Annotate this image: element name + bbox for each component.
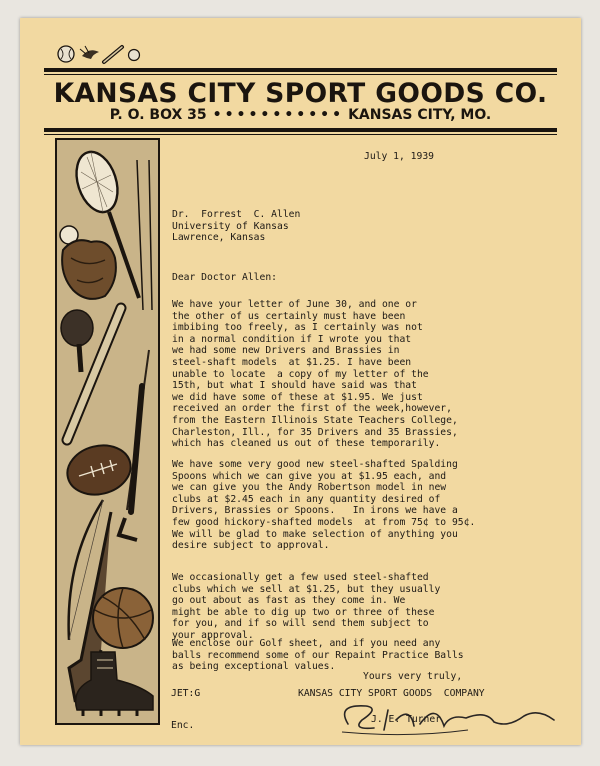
body-line: We have some very good new steel-shafted Spalding: [172, 459, 458, 470]
body-line: we can give you the Andy Robertson model in new: [172, 482, 447, 494]
letter-date: July 1, 1939: [364, 151, 434, 162]
body-line: 15th, but what I should have said was that: [172, 380, 417, 392]
city: KANSAS CITY, MO.: [348, 107, 492, 123]
sporting-goods-border: [55, 138, 160, 725]
body-line: Spoons which we can give you at $1.95 each, and: [172, 470, 447, 482]
body-line: received an order the first of the week,however,: [172, 403, 452, 415]
body-line: few good hickory-shafted models at from 75¢ to 95¢.: [172, 516, 476, 528]
company-address: [20, 107, 581, 123]
letterhead-bottom-rule: [44, 128, 557, 132]
body-line: balls recommend some of our Repaint Practice Balls: [172, 649, 464, 661]
po-box: P. O. BOX 35: [109, 107, 207, 123]
body-line: clubs which we sell at $1.25, but they usually: [172, 583, 441, 595]
handwritten-signature: [318, 696, 568, 740]
letterhead-icon-strip: [56, 42, 146, 66]
body-line: from the Eastern Illinois State Teachers College,: [172, 414, 458, 426]
body-line: We occasionally get a few used steel-shafted: [172, 572, 429, 583]
typist-initials: JET:G: [171, 688, 201, 699]
body-paragraph-3: [172, 572, 440, 642]
recipient-line: University of Kansas: [172, 220, 289, 232]
body-line: go out about as fast as they come in. We: [172, 595, 406, 607]
body-line: your approval.: [172, 629, 254, 641]
signer-name: J. E. Turner: [371, 714, 441, 725]
body-line: we did have some of these at $1.95. We just: [172, 391, 423, 403]
basketball-icon: [93, 588, 153, 648]
letterhead-top-thin-rule: [44, 74, 557, 75]
address-dots: •••••••••••: [212, 107, 345, 123]
body-line: We have your letter of June 30, and one or: [172, 299, 417, 310]
recipient-line: Lawrence, Kansas: [172, 232, 266, 244]
recipient-line: Dr. Forrest C. Allen: [172, 209, 301, 220]
body-line: desire subject to approval.: [172, 540, 330, 552]
body-paragraph-1: [172, 299, 458, 450]
body-line: as being exceptional values.: [172, 661, 336, 673]
body-line: Drivers, Brassies or Spoons. In irons we have a: [172, 505, 458, 517]
letterhead-bottom-thin-rule: [44, 134, 557, 135]
body-line: unable to locate a copy of my letter of the: [172, 368, 429, 380]
ball-icon: [129, 50, 140, 61]
company-name: KANSAS CITY SPORT GOODS CO.: [53, 78, 548, 109]
body-line: imbibing too freely, as I certainly was not: [172, 322, 423, 334]
salutation: Dear Doctor Allen:: [172, 272, 277, 283]
body-paragraph-2: [172, 459, 475, 552]
body-line: clubs at $2.45 each in any quantity desired of: [172, 493, 441, 505]
letterhead-top-rule: [44, 68, 557, 72]
body-line: we had some new Drivers and Brassies in: [172, 345, 400, 357]
baseball-icon: [58, 46, 74, 62]
body-paragraph-4: [172, 638, 464, 673]
closing-company: KANSAS CITY SPORT GOODS COMPANY: [298, 688, 485, 699]
body-line: which has cleaned us out of these temporarily.: [172, 438, 441, 450]
enclosure-notation: Enc.: [171, 720, 195, 731]
body-line: Charleston, Ill., for 35 Drivers and 35 Brassies,: [172, 426, 458, 438]
bird-icon: [80, 46, 99, 59]
recipient-address: [172, 209, 300, 244]
letter-sheet: [20, 18, 581, 745]
closing: Yours very truly,: [363, 671, 463, 682]
body-line: for you, and if so will send them subject to: [172, 618, 429, 630]
body-line: in a normal condition if I wrote you that: [172, 333, 412, 345]
body-line: We will be glad to make selection of anything you: [172, 528, 458, 540]
body-line: might be able to dig up two or three of these: [172, 606, 435, 618]
body-line: the other of us certainly must have been: [172, 310, 406, 322]
body-line: steel-shaft models at $1.25. I have been: [172, 356, 412, 368]
bat-icon: [104, 47, 122, 62]
body-line: We enclose our Golf sheet, and if you need any: [172, 638, 441, 649]
